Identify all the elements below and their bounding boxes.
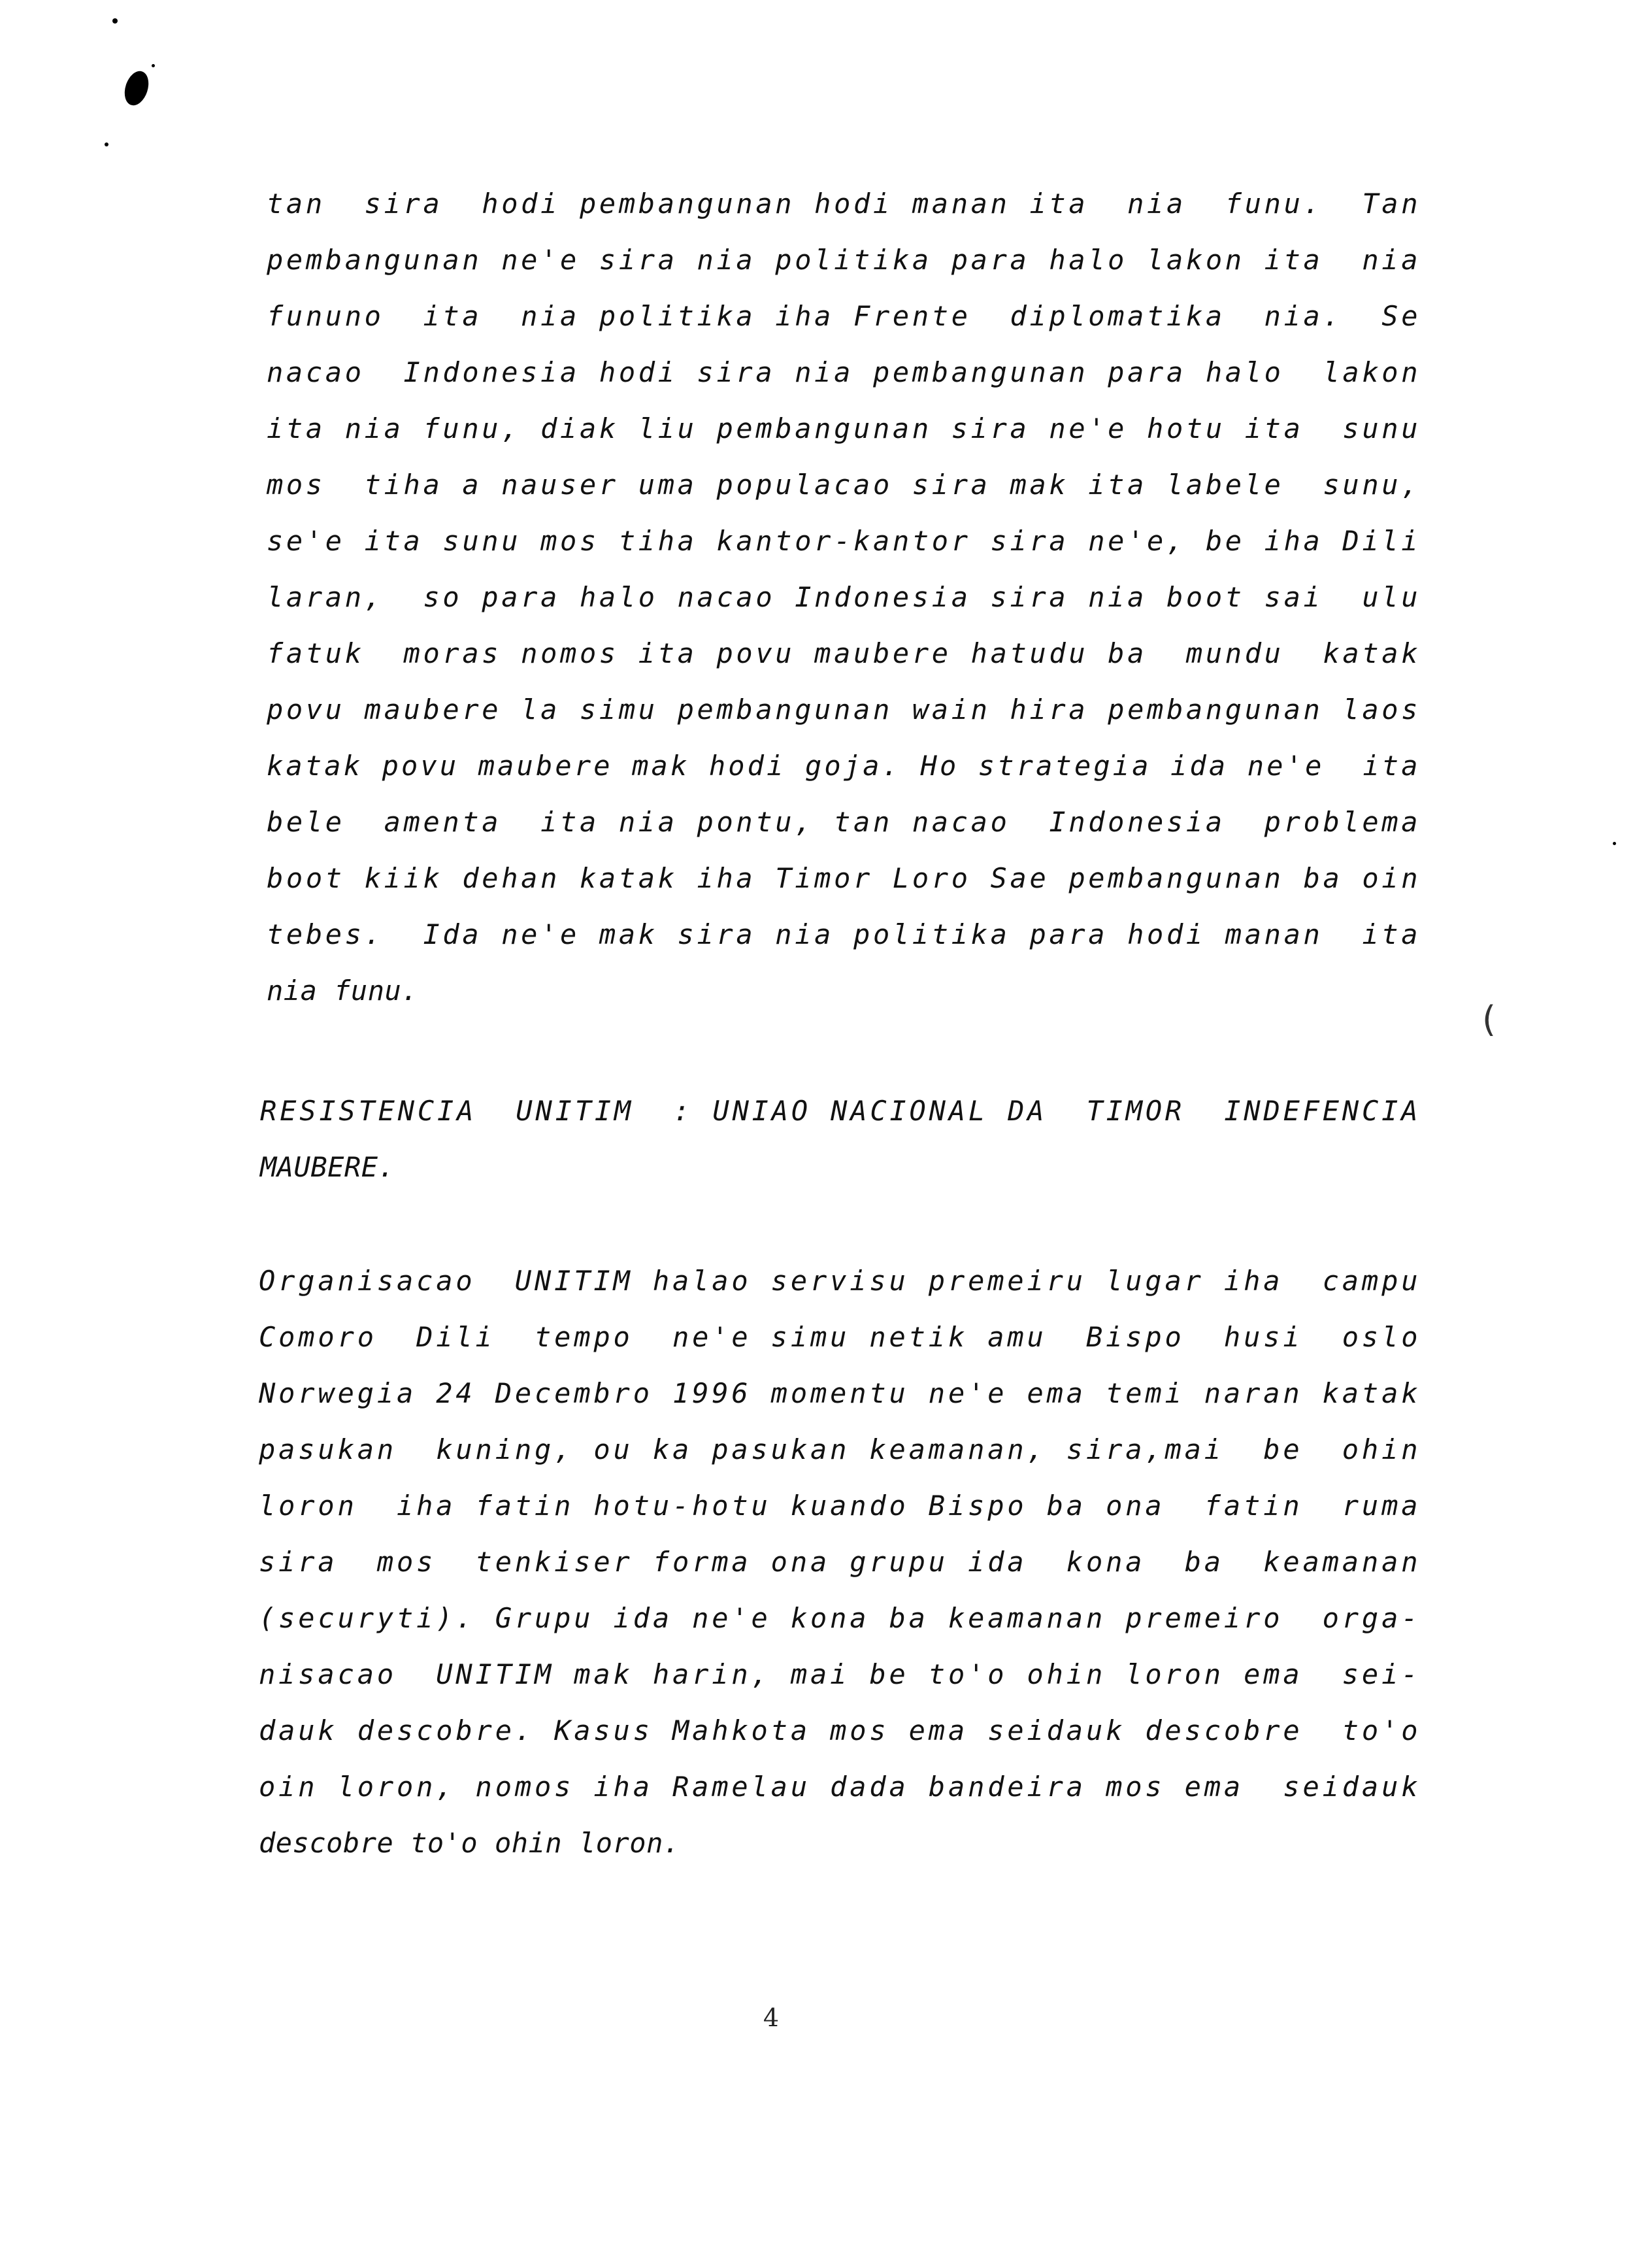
text-line: fununo ita nia politika iha Frente diplomatika nia. Se [267,300,1421,332]
text-line: oin loron, nomos iha Ramelau dada bandeira mos ema seidauk [259,1771,1421,1803]
heading-line: MAUBERE. [260,1151,395,1183]
text-line: descobre to'o ohin loron. [259,1827,680,1859]
text-line: pasukan kuning, ou ka pasukan keamanan, sira,mai be ohin [259,1433,1421,1465]
text-line: laran, so para halo nacao Indonesia sira nia boot sai ulu [267,581,1421,613]
text-line: povu maubere la simu pembangunan wain hira pembangunan laos [267,693,1421,726]
text-line: tan sira hodi pembangunan hodi manan ita nia funu. Tan [267,188,1421,220]
text-line: nisacao UNITIM mak harin, mai be to'o ohin loron ema sei- [259,1658,1421,1690]
text-line: nacao Indonesia hodi sira nia pembangunan para halo lakon [267,356,1421,388]
text-line: pembangunan ne'e sira nia politika para halo lakon ita nia [267,244,1421,276]
text-line: katak povu maubere mak hodi goja. Ho strategia ida ne'e ita [267,750,1421,782]
text-line: boot kiik dehan katak iha Timor Loro Sae pembangunan ba oin [267,862,1421,894]
text-line: ita nia funu, diak liu pembangunan sira ne'e hotu ita sunu [267,412,1421,444]
text-line: Norwegia 24 Decembro 1996 momentu ne'e ema temi naran katak [259,1377,1421,1409]
scan-speck [105,142,108,146]
text-line: sira mos tenkiser forma ona grupu ida kona ba keamanan [259,1546,1421,1578]
ink-blot [120,68,152,109]
text-line: tebes. Ida ne'e mak sira nia politika para hodi manan ita [267,918,1421,950]
page-number: 4 [763,2003,780,2032]
text-line: mos tiha a nauser uma populacao sira mak ita labele sunu, [267,469,1421,501]
margin-mark: ( [1482,999,1496,1040]
text-line: (securyti). Grupu ida ne'e kona ba keamanan premeiro orga- [259,1602,1421,1634]
scan-speck [152,64,155,67]
text-line: nia funu. [267,975,419,1007]
text-line: se'e ita sunu mos tiha kantor-kantor sira ne'e, be iha Dili [267,525,1421,557]
text-line: bele amenta ita nia pontu, tan nacao Indonesia problema [267,806,1421,838]
scan-speck [1613,842,1616,845]
text-line: Organisacao UNITIM halao servisu premeiru lugar iha campu [259,1265,1421,1297]
text-line: fatuk moras nomos ita povu maubere hatudu ba mundu katak [267,637,1421,669]
text-line: Comoro Dili tempo ne'e simu netik amu Bispo husi oslo [259,1321,1421,1353]
heading-line: RESISTENCIA UNITIM : UNIAO NACIONAL DA TIMOR INDEFENCIA [260,1095,1421,1127]
scan-speck [112,18,118,24]
text-line: loron iha fatin hotu-hotu kuando Bispo ba ona fatin ruma [259,1490,1421,1522]
text-line: dauk descobre. Kasus Mahkota mos ema seidauk descobre to'o [259,1714,1421,1746]
